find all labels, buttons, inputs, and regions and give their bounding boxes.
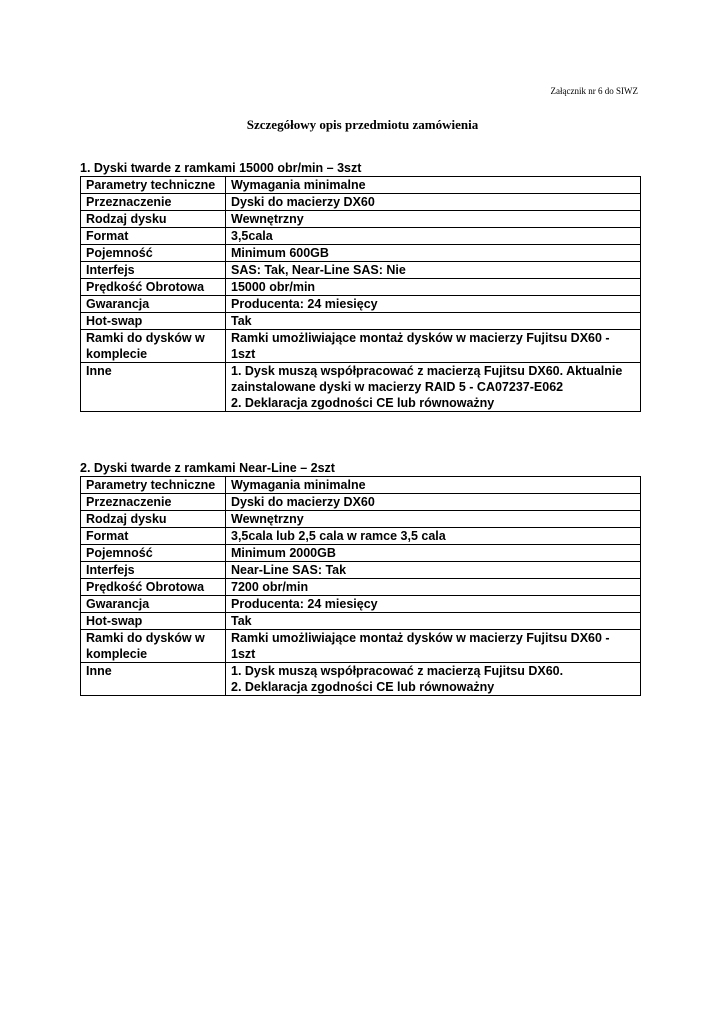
table-row (81, 330, 641, 363)
value-cell: 3,5cala (226, 228, 641, 245)
table-row (81, 545, 641, 562)
param-cell: Prędkość Obrotowa (81, 579, 226, 596)
table-row (81, 211, 641, 228)
param-cell: Format (81, 528, 226, 545)
section-1-heading: 1. Dyski twarde z ramkami 15000 obr/min – 3szt (80, 161, 362, 175)
header-value: Wymagania minimalne (226, 477, 641, 494)
section-1 (80, 161, 641, 412)
param-cell: Inne (81, 663, 226, 696)
value-line: 1. Dysk muszą współpracować z macierzą Fujitsu DX60. Aktualnie zainstalowane dyski w macierzy RAID 5 - CA07237-E062 (231, 364, 623, 394)
param-cell: Interfejs (81, 262, 226, 279)
param-cell: Rodzaj dysku (81, 511, 226, 528)
table-row (81, 363, 641, 412)
table-row (81, 579, 641, 596)
value-cell: Ramki umożliwiające montaż dysków w macierzy Fujitsu DX60 - 1szt (226, 630, 641, 663)
param-cell: Ramki do dysków w komplecie (81, 630, 226, 663)
section-2 (80, 461, 641, 696)
value-cell: Near-Line SAS: Tak (226, 562, 641, 579)
value-cell: Tak (226, 613, 641, 630)
value-cell: Tak (226, 313, 641, 330)
param-cell: Inne (81, 363, 226, 412)
header-value: Wymagania minimalne (226, 177, 641, 194)
value-cell: Minimum 2000GB (226, 545, 641, 562)
param-cell: Interfejs (81, 562, 226, 579)
document-title: Szczegółowy opis przedmiotu zamówienia (246, 117, 479, 132)
table-row (81, 663, 641, 696)
value-line: 2. Deklaracja zgodności CE lub równoważny (231, 396, 495, 410)
table-header-row (81, 477, 641, 494)
param-cell: Pojemność (81, 245, 226, 262)
param-cell: Gwarancja (81, 596, 226, 613)
param-cell: Hot-swap (81, 313, 226, 330)
value-cell: Wewnętrzny (226, 211, 641, 228)
value-cell: Minimum 600GB (226, 245, 641, 262)
table-row (81, 296, 641, 313)
header-param: Parametry techniczne (81, 177, 226, 194)
value-cell: 15000 obr/min (226, 279, 641, 296)
spec-table-1 (80, 176, 641, 412)
param-cell: Rodzaj dysku (81, 211, 226, 228)
table-row (81, 245, 641, 262)
value-cell (226, 663, 641, 696)
param-cell: Prędkość Obrotowa (81, 279, 226, 296)
value-cell: Ramki umożliwiające montaż dysków w macierzy Fujitsu DX60 - 1szt (226, 330, 641, 363)
value-cell: Wewnętrzny (226, 511, 641, 528)
table-row (81, 596, 641, 613)
table-row (81, 313, 641, 330)
table-row (81, 511, 641, 528)
table-row (81, 194, 641, 211)
param-cell: Pojemność (81, 545, 226, 562)
table-row (81, 262, 641, 279)
value-cell: Producenta: 24 miesięcy (226, 596, 641, 613)
param-cell: Przeznaczenie (81, 494, 226, 511)
table-row (81, 528, 641, 545)
header-param: Parametry techniczne (81, 477, 226, 494)
section-2-heading: 2. Dyski twarde z ramkami Near-Line – 2szt (80, 461, 335, 475)
table-row (81, 613, 641, 630)
spec-table-2 (80, 476, 641, 696)
value-cell: 3,5cala lub 2,5 cala w ramce 3,5 cala (226, 528, 641, 545)
value-line: 1. Dysk muszą współpracować z macierzą Fujitsu DX60. (231, 664, 564, 678)
value-cell: 7200 obr/min (226, 579, 641, 596)
table-header-row (81, 177, 641, 194)
param-cell: Format (81, 228, 226, 245)
value-cell: Dyski do macierzy DX60 (226, 494, 641, 511)
table-row (81, 494, 641, 511)
param-cell: Gwarancja (81, 296, 226, 313)
param-cell: Ramki do dysków w komplecie (81, 330, 226, 363)
table-row (81, 228, 641, 245)
table-row (81, 562, 641, 579)
param-cell: Przeznaczenie (81, 194, 226, 211)
value-line: 2. Deklaracja zgodności CE lub równoważny (231, 680, 495, 694)
table-row (81, 630, 641, 663)
value-cell: Producenta: 24 miesięcy (226, 296, 641, 313)
param-cell: Hot-swap (81, 613, 226, 630)
value-cell: SAS: Tak, Near-Line SAS: Nie (226, 262, 641, 279)
attachment-note: Załącznik nr 6 do SIWZ (550, 86, 638, 96)
value-cell (226, 363, 641, 412)
table-row (81, 279, 641, 296)
value-cell: Dyski do macierzy DX60 (226, 194, 641, 211)
